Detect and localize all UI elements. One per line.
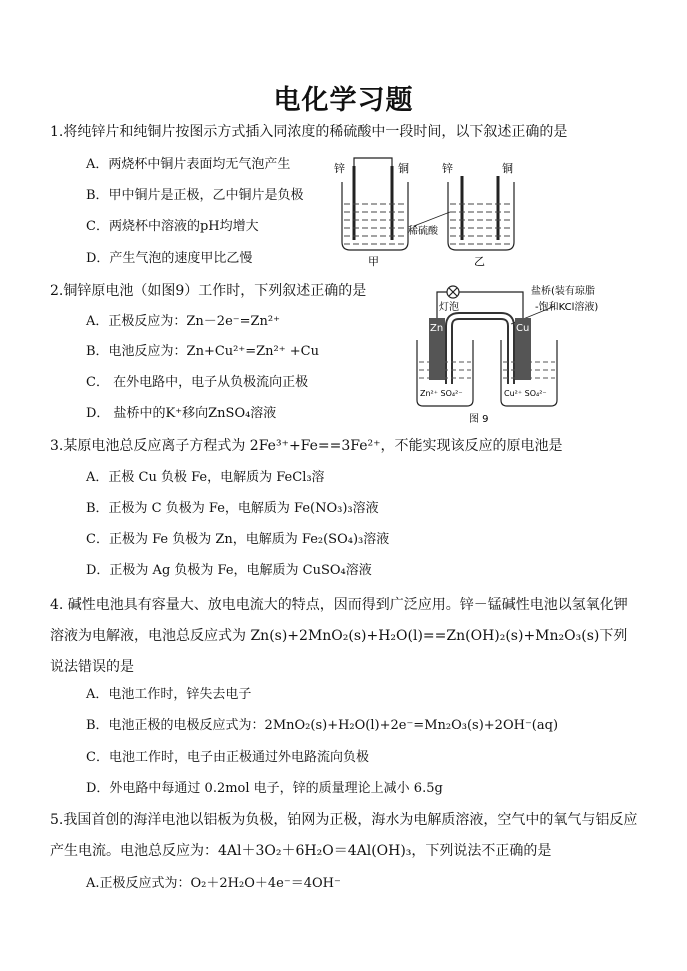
q4-option-a: A．电池工作时，锌失去电子	[86, 687, 252, 702]
q3-option-b: B．正极为 C 负极为 Fe，电解质为 Fe(NO₃)₃溶液	[86, 501, 379, 516]
q2-galvanic-cell-diagram	[405, 280, 625, 428]
q2-label-bridge-line1: 盐桥(装有琼脂	[531, 286, 595, 297]
q2-option-b: B．电池反应为：Zn+Cu²⁺=Zn²⁺ +Cu	[86, 344, 319, 359]
page-title: 电化学习题	[273, 85, 414, 116]
q1-option-a: A．两烧杯中铜片表面均无气泡产生	[86, 157, 291, 172]
q2-label-zn-ions: Zn²⁺ SO₄²⁻	[420, 389, 463, 398]
q3-stem: 3.某原电池总反应离子方程式为 2Fe³⁺+Fe==3Fe²⁺，不能实现该反应的原电池是	[50, 438, 563, 454]
q2-option-d: D． 盐桥中的K⁺移向ZnSO₄溶液	[86, 406, 277, 421]
q2-label-zn: Zn	[430, 323, 444, 334]
q1-label-cu-a: 铜	[398, 162, 409, 175]
q3-option-c: C．正极为 Fe 负极为 Zn，电解质为 Fe₂(SO₄)₃溶液	[86, 532, 390, 547]
q1-label-jia: 甲	[368, 255, 379, 268]
q4-option-b: B．电池正极的电极反应式为：2MnO₂(s)+H₂O(l)+2e⁻=Mn₂O₃(s)+2OH⁻(aq)	[86, 718, 559, 733]
q4-option-c: C．电池工作时，电子由正极通过外电路流向负极	[86, 750, 369, 765]
q3-option-a: A．正极 Cu 负极 Fe，电解质为 FeCl₃溶	[86, 470, 325, 485]
q1-label-zn-b: 锌	[442, 162, 453, 175]
q2-option-a: A．正极反应为：Zn－2e⁻=Zn²⁺	[86, 314, 280, 329]
q1-option-c: C．两烧杯中溶液的pH均增大	[86, 219, 259, 234]
q5-option-a: A.正极反应式为：O₂＋2H₂O＋4e⁻＝4OH⁻	[86, 876, 341, 891]
q2-label-cu-ions: Cu²⁺ SO₄²⁻	[504, 389, 547, 398]
q1-beaker-diagram	[330, 152, 540, 270]
q4-option-d: D．外电路中每通过 0.2mol 电子，锌的质量理论上减小 6.5g	[86, 781, 443, 796]
q2-stem: 2.铜锌原电池（如图9）工作时，下列叙述正确的是	[50, 283, 367, 299]
q1-label-cu-b: 铜	[502, 162, 513, 175]
q2-label-bulb: 灯泡	[439, 302, 459, 313]
q1-option-d: D．产生气泡的速度甲比乙慢	[86, 251, 253, 266]
q2-figure-caption: 图 9	[469, 414, 489, 425]
q4-stem: 4. 碱性电池具有容量大、放电电流大的特点，因而得到广泛应用。锌－锰碱性电池以氢氧化钾溶液为电解液，电池总反应式为 Zn(s)+2MnO₂(s)+H₂O(l)==Zn(OH)₂(s)+Mn₂O₃(s)下列说法错误的是	[50, 597, 628, 675]
q1-stem: 1.将纯锌片和纯铜片按图示方式插入同浓度的稀硫酸中一段时间，以下叙述正确的是	[50, 124, 568, 140]
q1-label-acid: 稀硫酸	[408, 226, 438, 237]
q1-label-zn-a: 锌	[334, 162, 345, 175]
q3-option-d: D．正极为 Ag 负极为 Fe，电解质为 CuSO₄溶液	[86, 563, 372, 578]
q2-label-bridge-line2: -饱和KCl溶液)	[535, 302, 599, 313]
q2-label-cu: Cu	[516, 323, 530, 334]
q1-label-yi: 乙	[474, 255, 485, 268]
q2-option-c: C． 在外电路中，电子从负极流向正极	[86, 375, 309, 390]
q5-stem: 5.我国首创的海洋电池以铝板为负极，铂网为正极，海水为电解质溶液，空气中的氧气与铝反应产生电流。电池总反应为：4Al＋3O₂＋6H₂O＝4Al(OH)₃，下列说法不正确的是	[50, 812, 638, 859]
q1-option-b: B．甲中铜片是正极，乙中铜片是负极	[86, 188, 304, 203]
